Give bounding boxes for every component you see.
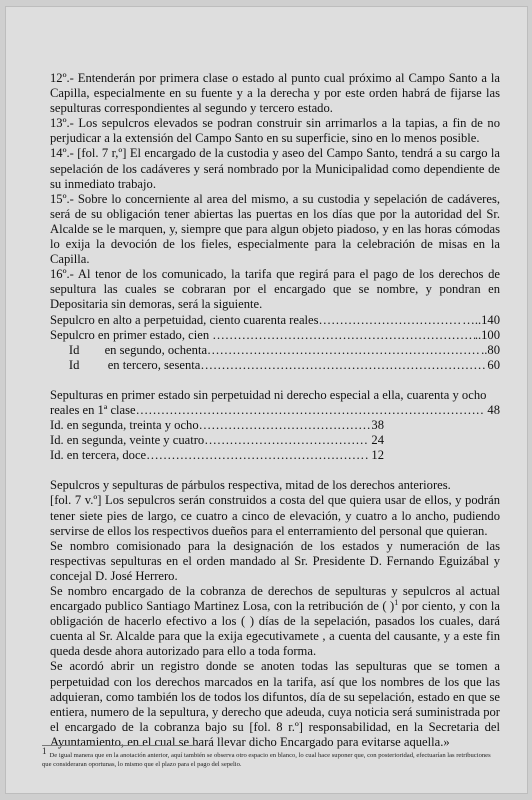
tariff-amount: …..140 (462, 312, 500, 327)
tariff-line (50, 313, 500, 328)
sepulturas-intro: Sepulturas en primer estado sin perpetuidad ni derecho especial a ella, cuarenta y ocho (50, 387, 487, 402)
footnote (42, 746, 494, 769)
tariff-line (50, 358, 500, 373)
article-14: 14º.- [fol. 7 r,º] El encargado de la custodia y aseo del Campo Santo, tendrá a su cargo la sepelación de los cadáveres y será nombrado por la Municipalidad como dependiente de su inmediato trabajo. (50, 146, 500, 191)
tariff-label: Id. en tercera, doce (50, 448, 147, 463)
registro-paragraph: Se acordó abrir un registro donde se anoten todas las sepulturas que se tomen a perpetuidad con los derechos marcados en la tarifa, así que los nombres de los que las adquieran, como también los de todos los difuntos, día de su sepelación, estado en que se entiera, numero de la sepultura, y derecho que adeuda, cuya noticia será suministrada por el encargado de la cobranza bajo su [fol. 8 r.º] responsabilidad, en la Secretaria del Ayuntamiento, en el cual se hará llevar dicho Encargado para evitarse aquella.» (50, 659, 500, 749)
document-body (50, 71, 500, 750)
tariff-line (50, 448, 384, 463)
tariff-label: Sepulcro en primer estado, cien (50, 327, 213, 342)
tariff-amount: 24 (368, 433, 384, 448)
tariff-label: Id. en segunda, treinta y ocho (50, 418, 199, 433)
cobranza-paragraph (50, 584, 500, 659)
tariff-line (50, 418, 384, 433)
article-12: 12º.- Entenderán por primera clase o estado al punto cual próximo al Campo Santo a la Capilla, especialmente en su fuente y a la derecha y por este orden habrá de fijarse las sepulturas correspondientes al segundo y tercero estado. (50, 71, 500, 116)
tariff-line (50, 403, 500, 418)
tariff-amount: 60 (487, 357, 500, 372)
tariff-label: Id en segundo, ochenta (50, 342, 208, 357)
article-13: 13º.- Los sepulcros elevados se podran construir sin arrimarlos a la tapias, a fin de no perjudicar a la extensión del Campo Santo en su superficie, sino en lo menos posible. (50, 116, 500, 146)
footnote-divider (42, 745, 202, 746)
tariff-amount: 38 (371, 418, 384, 433)
footnote-number: 1 (42, 746, 47, 756)
tariff-amount: ..100 (474, 327, 500, 342)
comisionado-paragraph: Se nombro comisionado para la designación de los estados y numeración de las respectivas sepulturas en el orden mandado al Sr. Presidente D. Fernando Eguizábal y concejal D. José Herrero. (50, 538, 500, 583)
cobranza-text-after: por ciento, y con la obligación de hacerlo efectivo a los ( ) días de la sepelación, pasados los cuales, dará cuenta al Sr. Alcalde para que la exija egecutivamete , a cuenta del causante, y a este fin queda desde ahora autorizado para ello a toda forma. (50, 599, 500, 659)
tariff-label: Id en tercero, sesenta (50, 357, 201, 372)
tariff-label: Id. en segunda, veinte y cuatro (50, 433, 205, 448)
tariff-line (50, 433, 384, 448)
tariff-amount: ..80 (481, 342, 500, 357)
article-16: 16º.- Al tenor de los comunicado, la tarifa que regirá para el pago de los derechos de sepultura las cuales se cobraran por el encargado que se nombre, y pondran en Depositaria sin demoras, será la siguiente. (50, 267, 500, 312)
article-15: 15º.- Sobre lo concerniente al area del mismo, a su custodia y sepelación de cadáveres, será de su obligación tener abiertas las puertas en los días que por la autoridad del Sr. Alcalde se le marquen, y, siempre que para algun objeto piadoso, y en las horas cómodas lo exija la devoción de los fieles, especialmente para la celebración de misas en la Capilla. (50, 191, 500, 267)
cobranza-text-before: Se nombro encargado de la cobranza de derechos de sepulturas y sepulcros al actual encargado publico Santiago Martinez Losa, con la retribución de ( ) (50, 584, 500, 614)
parvulos-paragraph: Sepulcros y sepulturas de párbulos respectiva, mitad de los derechos anteriores. (50, 478, 451, 493)
tariff-amount: . 12 (365, 448, 384, 463)
document-page (5, 6, 528, 794)
footnote-reference[interactable]: 1 (394, 597, 399, 607)
tariff-line (50, 328, 500, 343)
tariff-amount: 48 (484, 402, 500, 417)
tariff-label: reales en 1ª clase (50, 402, 136, 417)
tariff-label: Sepulcro en alto a perpetuidad, ciento cuarenta reales (50, 312, 319, 327)
sepulcros-construction-paragraph: [fol. 7 v.º] Los sepulcros serán construidos a costa del que quiera usar de ellos, y podrán tener siete pies de largo, ce cuatro a cinco de elevación, y cuatro a lo ancho, pudiendo servirse de ellos los respectivos dueños para el enterramiento del personal que quieran. (50, 493, 500, 538)
footnote-text: De igual manera que en la anotación anterior, aquí también se observa otro espacio en blanco, lo cual hace suponer que, con posterioridad, efectuarían las retribuciones que consideraran oportunas, lo mismo que el plazo para el pago del sepelio. (42, 752, 491, 769)
tariff-line (50, 343, 500, 358)
